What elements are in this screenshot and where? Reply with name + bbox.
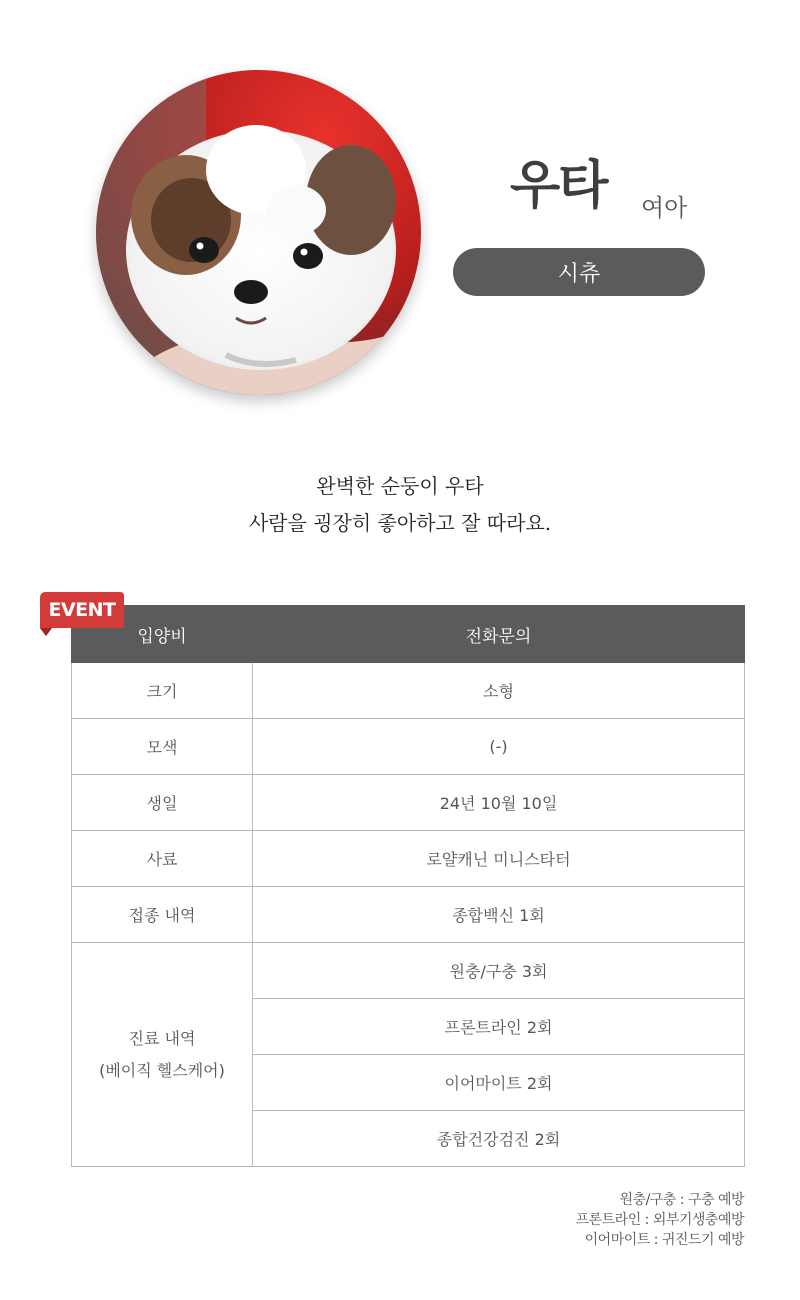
intro-line-2: 사람을 굉장히 좋아하고 잘 따라요. [248,511,552,535]
row-label-medical [72,943,253,1167]
row-value-vaccination: 종합백신 1회 [253,887,745,943]
table-header-row [72,606,745,663]
row-value-medical: 원충/구충 3회 [253,943,745,999]
row-label-food: 사료 [72,831,253,887]
row-value-medical: 이어마이트 2회 [253,1055,745,1111]
row-value-birthday: 24년 10월 10일 [253,775,745,831]
row-label-color: 모색 [72,719,253,775]
breed-label: 시츄 [557,261,601,287]
row-value-medical: 프론트라인 2회 [253,999,745,1055]
breed-badge [453,248,705,296]
pet-gender: 여아 [641,194,688,222]
table-row [72,831,745,887]
row-label-size: 크기 [72,663,253,719]
table-row [72,887,745,943]
row-value-food: 로얄캐닌 미니스타터 [253,831,745,887]
note-line: 원충/구충 : 구충 예방 [619,1192,744,1208]
row-value-medical: 종합건강검진 2회 [253,1111,745,1167]
table-row [72,943,745,999]
pet-name: 우타 [510,156,607,216]
table-row [72,775,745,831]
pet-info-table [71,605,745,1167]
row-label-vaccination: 접종 내역 [72,887,253,943]
event-badge-label: EVENT [48,599,116,621]
row-label-birthday: 생일 [72,775,253,831]
puppy-photo [96,70,421,395]
medical-label-line-1: 진료 내역 [128,1028,196,1048]
table-row [72,719,745,775]
notes [576,1190,744,1250]
adoption-fee-label: 입양비 [72,606,253,663]
medical-label-line-2: (베이직 헬스케어) [99,1060,225,1080]
table-row [72,663,745,719]
intro-line-1: 완벽한 순둥이 우타 [316,474,484,498]
row-value-size: 소형 [253,663,745,719]
row-value-color: (-) [253,719,745,775]
note-line: 이어마이트 : 귀진드기 예방 [584,1232,744,1248]
adoption-fee-value: 전화문의 [253,606,745,663]
note-line: 프론트라인 : 외부기생충예방 [575,1212,744,1228]
